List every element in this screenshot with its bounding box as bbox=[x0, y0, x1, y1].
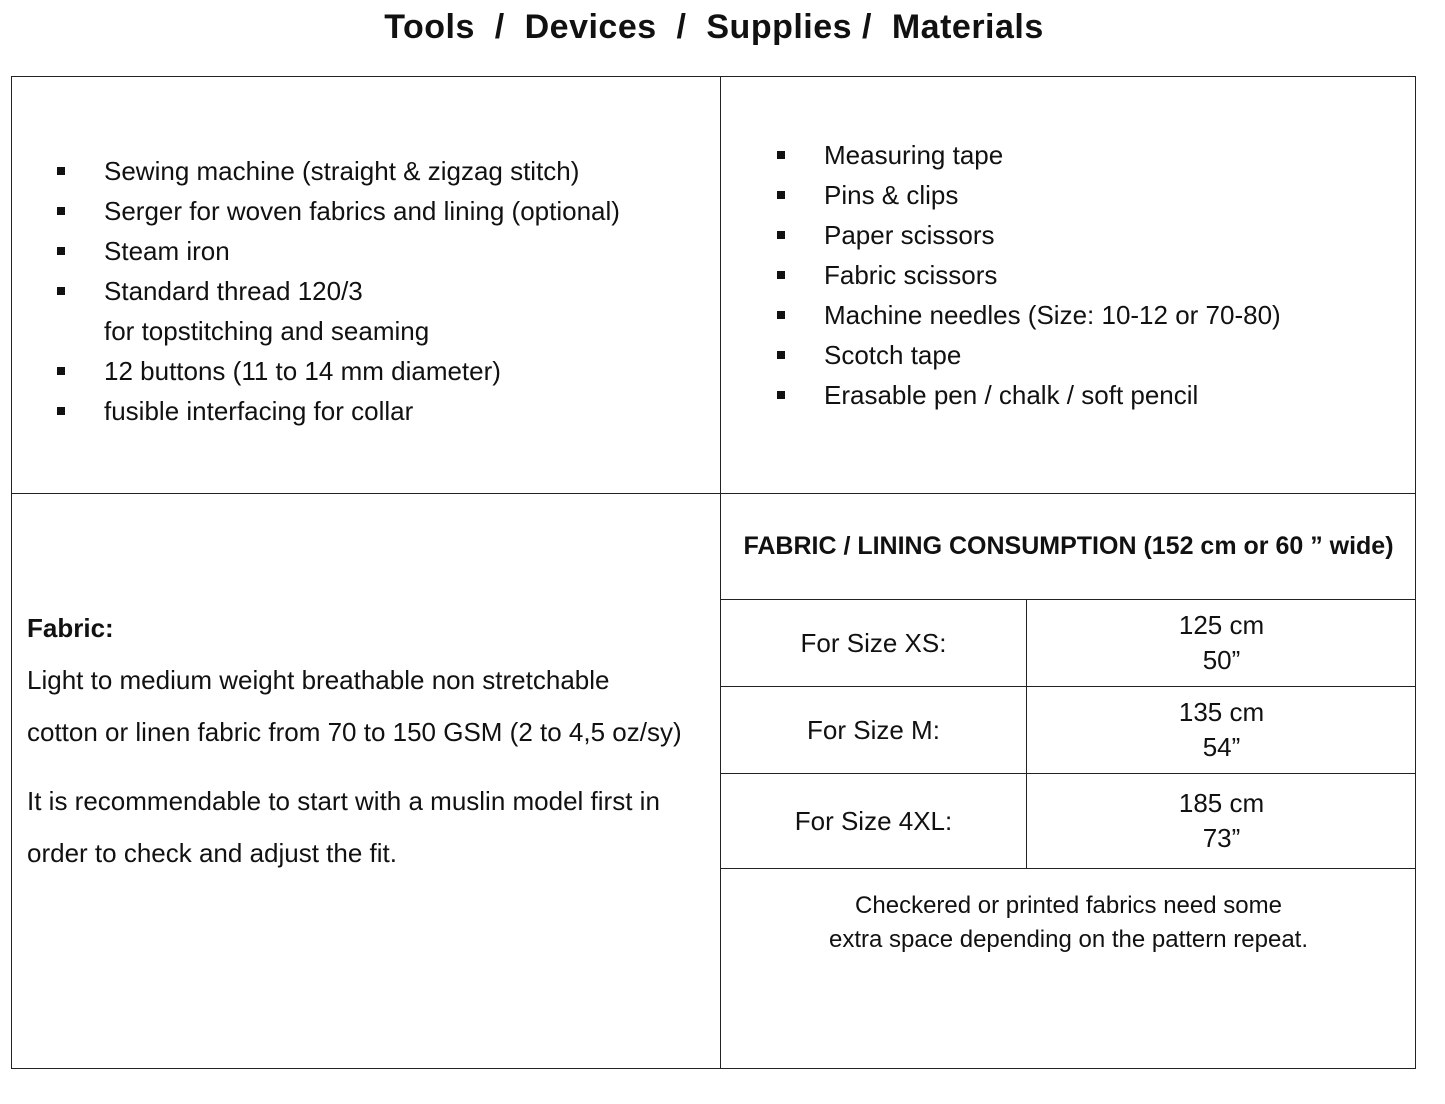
list-item-text: Serger for woven fabrics and lining (optional) bbox=[104, 196, 620, 226]
size-label: For Size M: bbox=[721, 687, 1027, 774]
list-item bbox=[777, 255, 1281, 295]
bullet-square-icon bbox=[57, 287, 65, 295]
amount-inches: 50” bbox=[1202, 645, 1241, 675]
list-item bbox=[777, 335, 1281, 375]
bullet-square-icon bbox=[777, 311, 785, 319]
tools-list-left bbox=[57, 151, 620, 431]
table-row bbox=[721, 600, 1416, 687]
fabric-note-line: It is recommendable to start with a muslin model first in bbox=[27, 786, 660, 816]
list-item-text: Paper scissors bbox=[824, 220, 995, 250]
list-item bbox=[777, 375, 1281, 415]
fabric-description-line: Light to medium weight breathable non stretchable bbox=[27, 665, 610, 695]
bullet-square-icon bbox=[777, 351, 785, 359]
amount-inches: 54” bbox=[1202, 732, 1241, 762]
list-item bbox=[777, 175, 1281, 215]
bullet-square-icon bbox=[777, 391, 785, 399]
bullet-square-icon bbox=[57, 167, 65, 175]
fabric-heading: Fabric: bbox=[27, 613, 114, 643]
size-amount bbox=[1027, 687, 1417, 774]
list-item-text: Scotch tape bbox=[824, 340, 962, 370]
bullet-square-icon bbox=[777, 191, 785, 199]
amount-cm: 125 cm bbox=[1178, 610, 1265, 640]
list-item bbox=[57, 231, 620, 271]
list-item bbox=[57, 271, 620, 351]
fabric-section bbox=[27, 602, 707, 879]
amount-cm: 185 cm bbox=[1178, 788, 1265, 818]
list-item-text: 12 buttons (11 to 14 mm diameter) bbox=[104, 356, 501, 386]
list-item-text: fusible interfacing for collar bbox=[104, 396, 414, 426]
list-item-text: Measuring tape bbox=[824, 140, 1004, 170]
consumption-table bbox=[721, 599, 1416, 869]
size-amount bbox=[1027, 600, 1417, 687]
list-item-text: Steam iron bbox=[104, 236, 230, 266]
amount-cm: 135 cm bbox=[1178, 697, 1265, 727]
list-item-text: Erasable pen / chalk / soft pencil bbox=[824, 380, 1199, 410]
bullet-square-icon bbox=[57, 367, 65, 375]
bullet-square-icon bbox=[777, 231, 785, 239]
materials-table bbox=[11, 76, 1416, 1069]
table-row bbox=[721, 687, 1416, 774]
list-item-text: Standard thread 120/3 bbox=[104, 276, 363, 306]
pattern-note-line: Checkered or printed fabrics need some bbox=[855, 892, 1282, 919]
list-item bbox=[777, 295, 1281, 335]
list-item-text: Fabric scissors bbox=[824, 260, 998, 290]
size-label: For Size XS: bbox=[721, 600, 1027, 687]
list-item bbox=[777, 215, 1281, 255]
list-item-text: Pins & clips bbox=[824, 180, 959, 210]
page-title: Tools / Devices / Supplies / Materials bbox=[384, 8, 1044, 46]
pattern-repeat-note bbox=[721, 889, 1416, 957]
size-label: For Size 4XL: bbox=[721, 774, 1027, 869]
list-item bbox=[777, 135, 1281, 175]
list-item bbox=[57, 191, 620, 231]
list-item-text: Sewing machine (straight & zigzag stitch) bbox=[104, 156, 580, 186]
pattern-note-line: extra space depending on the pattern repeat. bbox=[828, 926, 1308, 953]
list-item-text: Machine needles (Size: 10-12 or 70-80) bbox=[824, 300, 1281, 330]
fabric-note-line: order to check and adjust the fit. bbox=[27, 838, 397, 868]
list-item bbox=[57, 351, 620, 391]
list-item-continuation: for topstitching and seaming bbox=[104, 316, 430, 346]
bullet-square-icon bbox=[777, 151, 785, 159]
list-item bbox=[57, 151, 620, 191]
table-row bbox=[721, 774, 1416, 869]
amount-inches: 73” bbox=[1202, 823, 1241, 853]
size-amount bbox=[1027, 774, 1417, 869]
bullet-square-icon bbox=[57, 247, 65, 255]
bullet-square-icon bbox=[57, 407, 65, 415]
consumption-title: FABRIC / LINING CONSUMPTION (152 cm or 60 ” wide) bbox=[743, 532, 1394, 560]
bullet-square-icon bbox=[777, 271, 785, 279]
tools-list-right bbox=[777, 135, 1281, 415]
fabric-description-line: cotton or linen fabric from 70 to 150 GSM (2 to 4,5 oz/sy) bbox=[27, 717, 682, 747]
bullet-square-icon bbox=[57, 207, 65, 215]
list-item bbox=[57, 391, 620, 431]
